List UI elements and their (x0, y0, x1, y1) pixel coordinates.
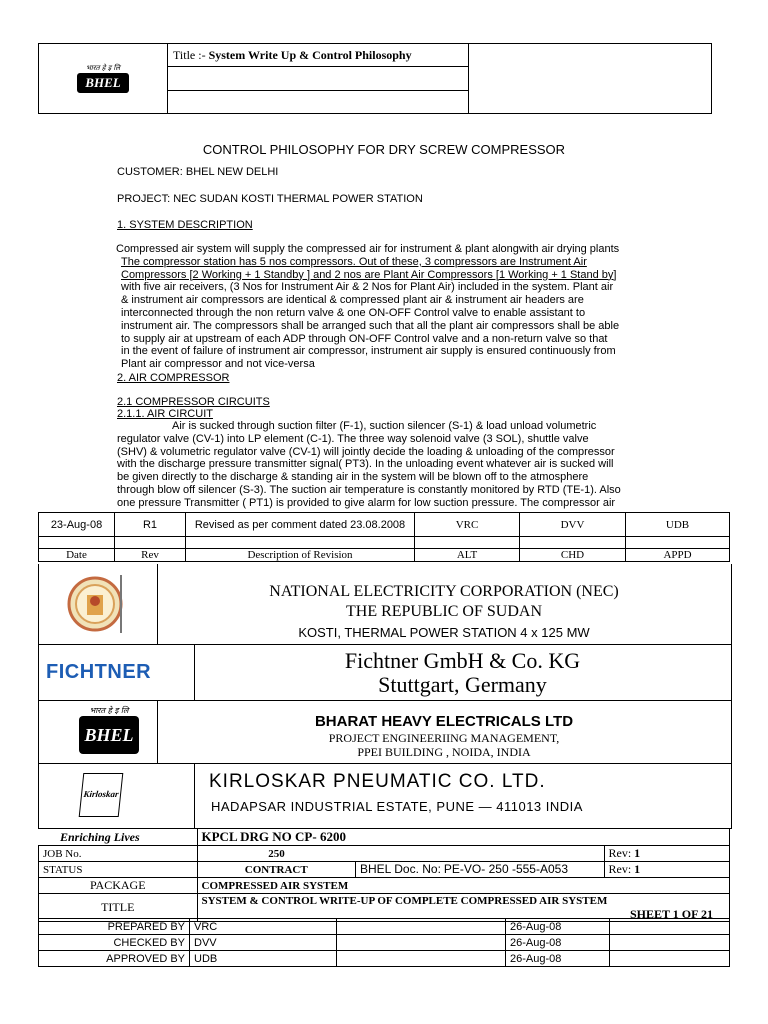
rev-header-date: Date (39, 549, 115, 562)
signoff-name: DVV (190, 935, 337, 951)
bhel-logo-large (79, 706, 139, 754)
rev-appd: UDB (626, 513, 730, 537)
air-circuit-text (117, 420, 646, 510)
section-2-1-1-heading: 2.1.1. AIR CIRCUIT (117, 408, 213, 420)
signoff-label: PREPARED BY (39, 919, 190, 935)
air-line: be given directly to the discharge & standing air in the system will be blown off to the atmosphere (117, 471, 589, 484)
bhel-line-3: PPEI BUILDING , NOIDA, INDIA (357, 745, 531, 759)
kirloskar-line-2: HADAPSAR INDUSTRIAL ESTATE, PUNE — 411013 INDIA (211, 799, 583, 814)
revision-table (38, 512, 730, 562)
bhel-logo-cell (39, 700, 158, 763)
job-rev-label: Rev: (608, 846, 632, 860)
header-right-cell (469, 44, 712, 114)
org-blocks (38, 564, 732, 829)
sys-line: instrument air. The compressors shall be arranged such that all the plant air compressors shall be able (121, 319, 620, 332)
rev-header-chd: CHD (520, 549, 626, 562)
signoff-date: 26-Aug-08 (506, 919, 610, 935)
bhel-logo-large-mark: BHEL (79, 716, 139, 754)
rev-header-desc: Description of Revision (186, 549, 415, 562)
kirloskar-logo (79, 773, 124, 817)
signoff-name: UDB (190, 951, 337, 967)
doc-project: PROJECT: NEC SUDAN KOSTI THERMAL POWER STATION (117, 193, 423, 205)
package-label: PACKAGE (39, 878, 198, 894)
job-rev-value: 1 (634, 846, 641, 860)
nec-line-2: THE REPUBLIC OF SUDAN (345, 603, 542, 620)
bhel-logo (77, 64, 129, 93)
sys-line: to supply air at upstream of each ADP through ON-OFF Control valve and a non-return valve so that (121, 332, 608, 345)
header-title-prefix: Title :- (173, 47, 209, 62)
bhel-logo-mark: BHEL (77, 73, 129, 93)
sys-line: with five air receivers, (3 Nos for Instrument Air & 2 Nos for Plant Air) included in the system. Plant air (121, 281, 614, 294)
nec-line-1: NATIONAL ELECTRICITY CORPORATION (NEC) (269, 583, 619, 600)
signoff-row (39, 951, 730, 967)
rev-chd: DVV (520, 513, 626, 537)
air-line: (SHV) & volumetric regulator valve (CV-1) will jointly decide the loading & unloading of the compressor (117, 445, 615, 458)
air-line: through blow off silencer (S-3). The suction air temperature is constantly monitored by RTD (TE-1). Also (117, 483, 621, 496)
bhel-doc-rev-label: Rev: (608, 862, 632, 876)
rev-number: R1 (115, 513, 186, 537)
kirloskar-line-1: KIRLOSKAR PNEUMATIC CO. LTD. (209, 771, 546, 792)
sys-line: interconnected through the non return valve & one ON-OFF Control valve to enable assistant to (121, 306, 586, 319)
header-empty-row-1 (168, 67, 469, 91)
nec-logo-cell (39, 564, 158, 644)
nec-emblem-icon (67, 571, 127, 637)
header-title-cell (168, 44, 469, 67)
header-logo-cell (39, 44, 168, 114)
bhel-logo-large-hindi: भारत हे इ लि (89, 706, 129, 715)
sys-line: Plant air compressor and not vice-versa (121, 358, 315, 371)
section-2-heading: 2. AIR COMPRESSOR (117, 372, 230, 384)
signoff-date: 26-Aug-08 (506, 951, 610, 967)
signoff-row (39, 919, 730, 935)
signoff-row (39, 935, 730, 951)
air-line: with the discharge pressure transmitter signal( PT3). In the unloading event whatever air is sucked will (117, 458, 614, 471)
nec-line-3: KOSTI, THERMAL POWER STATION 4 x 125 MW (298, 625, 590, 640)
bhel-doc-label: BHEL Doc. No: (360, 862, 441, 876)
kirloskar-logo-cell (39, 763, 195, 828)
kpcl-drg-no: KPCL DRG NO CP- 6200 (197, 829, 730, 846)
header-title: System Write Up & Control Philosophy (208, 47, 412, 62)
sys-line: Compressed air system will supply the compressed air for instrument & plant alongwith air drying plants (116, 243, 620, 255)
bhel-doc-rev-value: 1 (634, 862, 641, 876)
signoff-date: 26-Aug-08 (506, 935, 610, 951)
bhel-doc-rev (604, 862, 730, 878)
doc-customer: CUSTOMER: BHEL NEW DELHI (117, 166, 279, 178)
air-line: one pressure Transmitter ( PT1) is provided to give alarm for low suction pressure. The compressor air (117, 496, 616, 509)
signoff-label: APPROVED BY (39, 951, 190, 967)
section-2-1-heading: 2.1 COMPRESSOR CIRCUITS (117, 396, 270, 408)
job-label: JOB No. (39, 846, 198, 862)
rev-header-alt: ALT (415, 549, 520, 562)
fichtner-line-1: Fichtner GmbH & Co. KG (344, 648, 581, 673)
bhel-doc-no (356, 862, 605, 878)
sys-line: in the event of failure of instrument air compressor, instrument air supply is ensured continuously from (121, 345, 616, 358)
title-value: SYSTEM & CONTROL WRITE-UP OF COMPLETE COMPRESSED AIR SYSTEM (201, 894, 608, 907)
system-description (116, 243, 651, 371)
fichtner-line-2: Stuttgart, Germany (378, 672, 547, 697)
sys-line: & instrument air compressors are identical & compressed plant air & instrument air headers are (121, 294, 584, 307)
rev-alt: VRC (415, 513, 520, 537)
bhel-block (39, 700, 731, 764)
signoff-label: CHECKED BY (39, 935, 190, 951)
status-value: CONTRACT (197, 862, 356, 878)
kirloskar-tagline: Enriching Lives (60, 830, 140, 844)
signoff-name: VRC (190, 919, 337, 935)
status-label: STATUS (39, 862, 198, 878)
bhel-line-1: BHARAT HEAVY ELECTRICALS LTD (314, 713, 574, 730)
bhel-logo-hindi: भारत हे इ लि (86, 64, 120, 72)
sys-line: Compressors [2 Working + 1 Standby ] and 2 nos are Plant Air Compressors [1 Working + 1 Stand by] (121, 268, 617, 281)
sheet-number: SHEET 1 OF 21 (629, 906, 713, 921)
rev-header-rev: Rev (115, 549, 186, 562)
rev-header-appd: APPD (626, 549, 730, 562)
doc-heading: CONTROL PHILOSOPHY FOR DRY SCREW COMPRESSOR (202, 142, 566, 157)
section-1-heading: 1. SYSTEM DESCRIPTION (117, 219, 253, 231)
title-label: TITLE (39, 894, 198, 922)
bhel-line-2: PROJECT ENGINEERIING MANAGEMENT, (328, 731, 560, 745)
sys-line: The compressor station has 5 nos compressors. Out of these, 3 compressors are Instrument Air (121, 255, 587, 268)
rev-date: 23-Aug-08 (39, 513, 115, 537)
kirloskar-logo-text: Kirloskar (83, 789, 120, 799)
bhel-doc-value: PE-VO- 250 -555-A053 (443, 862, 568, 876)
fichtner-logo-cell (39, 644, 195, 700)
package-value: COMPRESSED AIR SYSTEM (197, 878, 730, 894)
rev-description: Revised as per comment dated 23.08.2008 (186, 513, 415, 537)
air-line: regulator valve (CV-1) into LP element (C-1). The three way solenoid valve (3 SOL), shuttle valve (117, 432, 589, 445)
header-table (38, 43, 712, 114)
kirloskar-block (39, 763, 731, 828)
job-rev (604, 846, 730, 862)
air-line: Air is sucked through suction filter (F-1), suction silencer (S-1) & load unload volumetric (172, 420, 597, 432)
fichtner-block (39, 644, 731, 701)
fichtner-logo: FICHTNER (46, 661, 152, 683)
header-empty-row-2 (168, 91, 469, 114)
doc-info-table (38, 828, 730, 922)
nec-block (39, 564, 731, 645)
job-value: 250 (197, 846, 356, 862)
signoff-table (38, 918, 730, 967)
